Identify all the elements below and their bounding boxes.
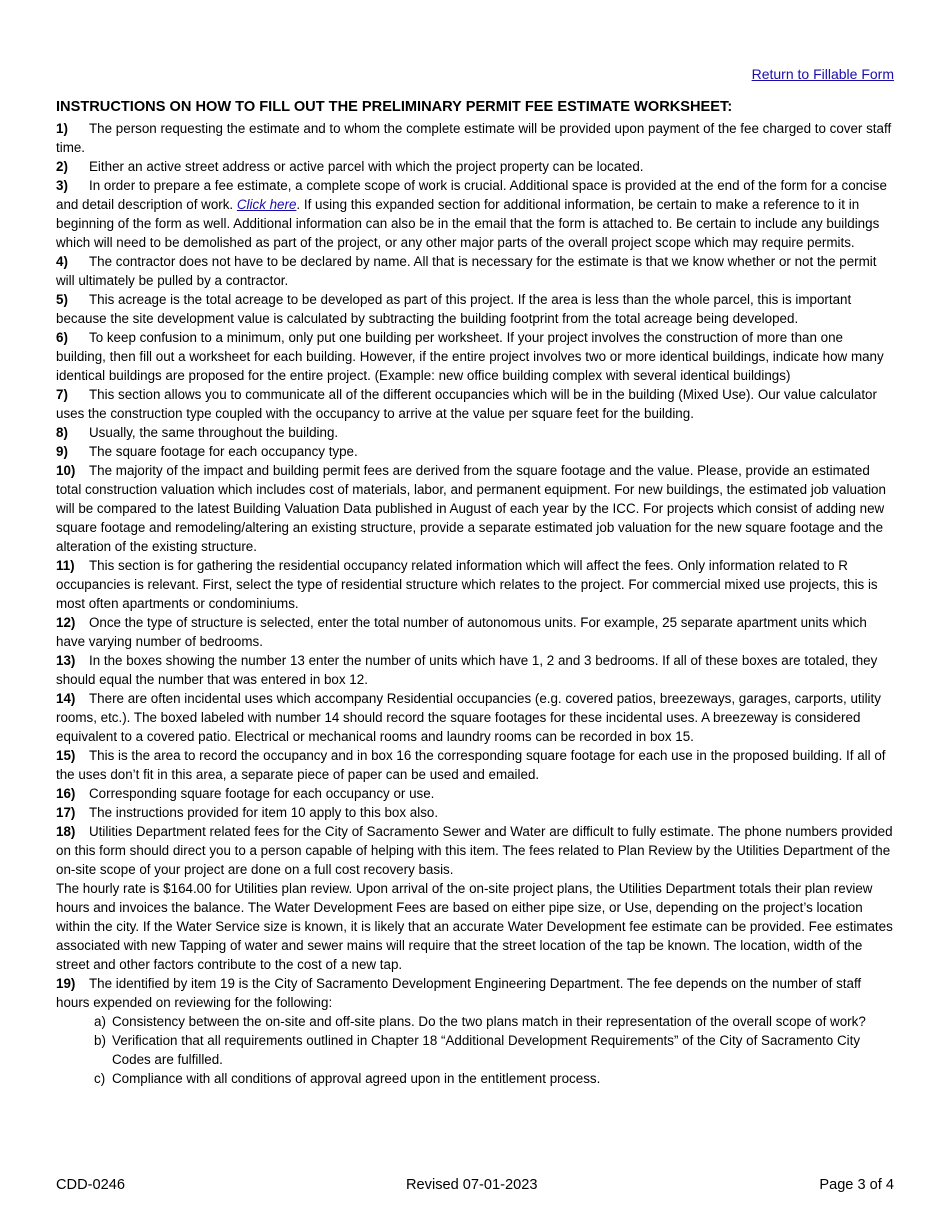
instruction-item-9 — [56, 442, 894, 461]
item-text: . If using this expanded section for additional information, be certain to make a reference to it in beginning of the form as well. Additional information can also be in the email that the form is attached to. Be certain to include any buildings which will need to be demolished as part of the project, or any other major parts of the overall project scope which may require permits. — [56, 197, 880, 250]
item-text: The contractor does not have to be declared by name. All that is necessary for the estimate is that we know whether or not the permit will ultimately be pulled by a contractor. — [56, 254, 877, 288]
item-text: The instructions provided for item 10 apply to this box also. — [89, 805, 439, 820]
item-text: Usually, the same throughout the building. — [89, 425, 339, 440]
instruction-item-3 — [56, 176, 894, 252]
item-text: This section allows you to communicate all of the different occupancies which will be in the building (Mixed Use). Our value calculator uses the construction type coupled with the occupancy to arrive at the value per square feet for the building. — [56, 387, 877, 421]
instruction-item-15 — [56, 746, 894, 784]
item-text: This is the area to record the occupancy and in box 16 the corresponding square footage for each use in the proposed building. If all of the uses don’t fit in this area, a separate piece of paper can be used and emailed. — [56, 748, 886, 782]
item-number: 15) — [56, 748, 76, 763]
item-text: This section is for gathering the residential occupancy related information which will affect the fees. Only information related to R occupancies is relevant. First, select the type of residential structure which relates to the project. For commercial mixed use projects, this is most often apartments or condominiums. — [56, 558, 878, 611]
item-number: 4) — [56, 254, 68, 269]
utilities-rate-paragraph: The hourly rate is $164.00 for Utilities plan review. Upon arrival of the on-site project plans, the Utilities Department totals their plan review hours and invoices the balance. The Water Development Fees are based on either pipe size, or Use, depending on the project’s location within the city. If the Water Service size is known, it is likely that an accurate Water Development fee estimate can be provided. Fee estimates associated with new Tapping of water and sewer mains will require that the street location of the tap be known. The location, width of the street and other factors contribute to the cost of a new tap. — [56, 881, 893, 972]
instruction-item-13 — [56, 651, 894, 689]
item-number: 13) — [56, 653, 76, 668]
item-number: 7) — [56, 387, 68, 402]
instruction-item-1 — [56, 119, 894, 157]
item-text: Utilities Department related fees for the City of Sacramento Sewer and Water are difficult to fully estimate. The phone numbers provided on this form should direct you to a person capable of helping with this item. The fees related to Plan Review by the Utilities Department of the on-site scope of your project are done on a full cost recovery basis. — [56, 824, 893, 877]
footer-revised-date: Revised 07-01-2023 — [406, 1177, 538, 1193]
instruction-item-11 — [56, 556, 894, 613]
item-number: 16) — [56, 786, 76, 801]
item-text: The square footage for each occupancy type. — [89, 444, 358, 459]
subitem-letter: c) — [94, 1071, 106, 1086]
item-number: 6) — [56, 330, 68, 345]
item-text: The identified by item 19 is the City of Sacramento Development Engineering Department. The fee depends on the number of staff hours expended on reviewing for the following: — [56, 976, 862, 1010]
item-number: 3) — [56, 178, 68, 193]
footer-form-id: CDD-0246 — [56, 1177, 125, 1193]
item-text: There are often incidental uses which accompany Residential occupancies (e.g. covered patios, breezeways, garages, carports, utility rooms, etc.). The boxed labeled with number 14 should record the square footages for these incidental uses. A breezeway is considered equivalent to a covered patio. Electrical or mechanical rooms and laundry rooms can be recorded in box 15. — [56, 691, 881, 744]
instruction-item-6 — [56, 328, 894, 385]
instructions-body — [56, 119, 894, 1088]
instruction-item-14 — [56, 689, 894, 746]
item-number: 5) — [56, 292, 68, 307]
instruction-item-7 — [56, 385, 894, 423]
item-number: 18) — [56, 824, 76, 839]
subitem-c — [94, 1069, 894, 1088]
item-text: In order to prepare a fee estimate, a complete scope of work is crucial. Additional space is provided at the end of the form for a concise and detail description of work. — [56, 178, 887, 212]
item-text: The person requesting the estimate and to whom the complete estimate will be provided upon payment of the fee charged to cover staff time. — [56, 121, 892, 155]
click-here-link[interactable]: Click here — [236, 197, 297, 212]
instruction-item-2 — [56, 157, 894, 176]
subitem-text: Consistency between the on-site and off-site plans. Do the two plans match in their representation of the overall scope of work? — [112, 1014, 866, 1029]
instructions-title: INSTRUCTIONS ON HOW TO FILL OUT THE PRELIMINARY PERMIT FEE ESTIMATE WORKSHEET: — [56, 99, 733, 115]
item-number: 14) — [56, 691, 76, 706]
instruction-item-12 — [56, 613, 894, 651]
item-text: This acreage is the total acreage to be developed as part of this project. If the area is less than the whole parcel, this is important because the site development value is calculated by subtracting the building footprint from the total acreage being developed. — [56, 292, 852, 326]
subitem-letter: b) — [94, 1033, 106, 1048]
item-number: 12) — [56, 615, 76, 630]
item-number: 17) — [56, 805, 76, 820]
item-number: 10) — [56, 463, 76, 478]
item-text: The majority of the impact and building permit fees are derived from the square footage and the value. Please, provide an estimated total construction valuation which includes cost of materials, labor, and permanent equipment. For new buildings, the estimated job valuation will be compared to the latest Building Valuation Data published in August of each year by the ICC. For projects which consist of adding new square footage and remodeling/altering an existing structure, provide a separate estimated job valuation for the new square footage and the alteration of the existing structure. — [56, 463, 886, 554]
instruction-item-18 — [56, 822, 894, 879]
item-number: 2) — [56, 159, 68, 174]
item-number: 8) — [56, 425, 68, 440]
return-to-fillable-form-link[interactable]: Return to Fillable Form — [751, 66, 894, 82]
instruction-item-4 — [56, 252, 894, 290]
subitem-letter: a) — [94, 1014, 106, 1029]
item-number: 1) — [56, 121, 68, 136]
item-text: Corresponding square footage for each occupancy or use. — [89, 786, 435, 801]
instruction-item-17 — [56, 803, 894, 822]
item-text: Either an active street address or active parcel with which the project property can be located. — [89, 159, 644, 174]
subitem-a — [94, 1012, 894, 1031]
instruction-item-8 — [56, 423, 894, 442]
item-number: 9) — [56, 444, 68, 459]
instruction-item-19 — [56, 974, 894, 1012]
item-text: In the boxes showing the number 13 enter the number of units which have 1, 2 and 3 bedrooms. If all of these boxes are totaled, they should equal the number that was entered in box 12. — [56, 653, 878, 687]
instruction-item-16 — [56, 784, 894, 803]
instruction-item-10 — [56, 461, 894, 556]
footer-page-number: Page 3 of 4 — [819, 1177, 894, 1193]
subitem-text: Compliance with all conditions of approval agreed upon in the entitlement process. — [112, 1071, 601, 1086]
item-text: Once the type of structure is selected, enter the total number of autonomous units. For example, 25 separate apartment units which have varying number of bedrooms. — [56, 615, 867, 649]
subitem-b — [94, 1031, 894, 1069]
item-number: 19) — [56, 976, 76, 991]
subitem-text: Verification that all requirements outlined in Chapter 18 “Additional Development Requirements” of the City of Sacramento City Codes are fulfilled. — [112, 1033, 861, 1067]
item-text: To keep confusion to a minimum, only put one building per worksheet. If your project involves the construction of more than one building, then fill out a worksheet for each building. However, if the entire project involves two or more identical buildings, indicate how many identical buildings are proposed for the entire project. (Example: new office building complex with several identical buildings) — [56, 330, 884, 383]
instruction-item-5 — [56, 290, 894, 328]
item-number: 11) — [56, 558, 75, 573]
